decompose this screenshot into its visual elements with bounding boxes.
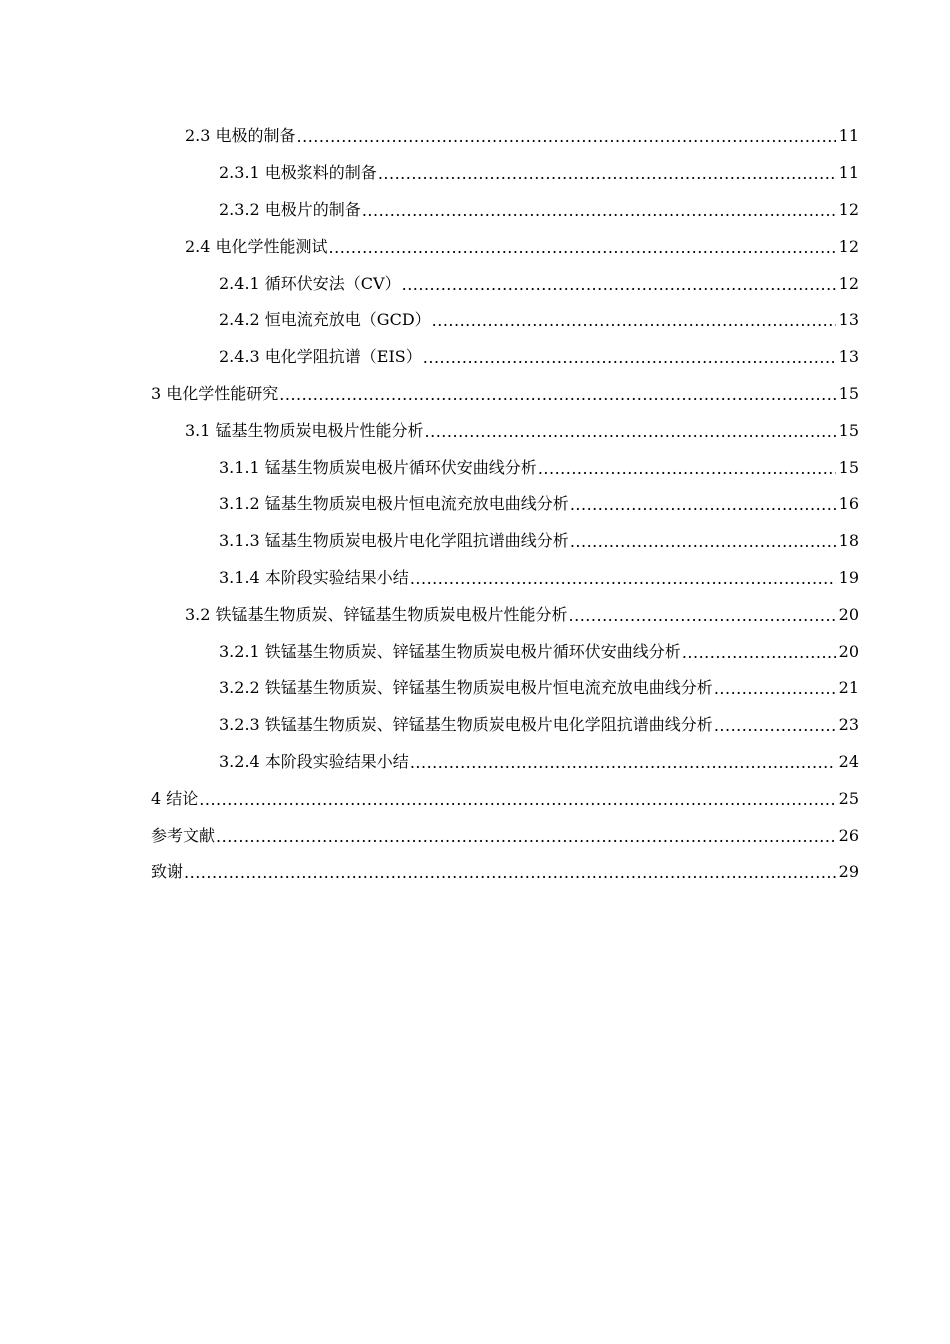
toc-entry[interactable] [0,376,950,413]
toc-entry-title: 3.1.1 锰基生物质炭电极片循环伏安曲线分析 [219,457,537,477]
toc-entry[interactable] [0,854,950,891]
toc-entry[interactable] [0,523,950,560]
toc-leader-dots [570,495,836,515]
toc-entry-title: 3.1 锰基生物质炭电极片性能分析 [185,420,424,440]
toc-entry[interactable] [0,780,950,817]
toc-entry-title: 3.2 铁锰基生物质炭、锌锰基生物质炭电极片性能分析 [185,604,568,624]
toc-entry-page: 26 [838,825,859,845]
toc-entry[interactable] [0,228,950,265]
toc-entry-page: 13 [838,310,859,330]
toc-leader-dots [329,238,836,258]
toc-entry[interactable] [0,486,950,523]
toc-leader-dots [378,164,836,184]
toc-entry-page: 19 [838,567,859,587]
toc-entry-title: 3.2.1 铁锰基生物质炭、锌锰基生物质炭电极片循环伏安曲线分析 [219,641,681,661]
toc-entry[interactable] [0,155,950,192]
toc-leader-dots [216,827,836,847]
toc-entry[interactable] [0,192,950,229]
toc-entry[interactable] [0,265,950,302]
toc-entry-title: 2.3 电极的制备 [185,126,296,146]
toc-entry-page: 15 [838,457,859,477]
toc-entry-page: 18 [838,531,859,551]
toc-entry-title: 2.4.1 循环伏安法（CV） [219,273,401,293]
toc-entry-page: 16 [838,494,859,514]
toc-entry-page: 12 [838,199,859,219]
toc-entry-page: 20 [838,604,859,624]
toc-leader-dots [714,679,836,699]
toc-entry-page: 24 [838,751,859,771]
toc-leader-dots [425,422,836,442]
toc-entry-page: 12 [838,236,859,256]
toc-entry-title: 2.3.2 电极片的制备 [219,199,361,219]
toc-entry-title: 2.3.1 电极浆料的制备 [219,163,377,183]
toc-leader-dots [279,385,836,405]
toc-entry-title: 3.1.3 锰基生物质炭电极片电化学阻抗谱曲线分析 [219,531,569,551]
toc-entry[interactable] [0,560,950,597]
toc-entry-page: 25 [838,788,859,808]
toc-entry[interactable] [0,449,950,486]
toc-entry[interactable] [0,596,950,633]
toc-entry-page: 21 [838,678,859,698]
toc-entry-title: 3.2.2 铁锰基生物质炭、锌锰基生物质炭电极片恒电流充放电曲线分析 [219,678,713,698]
toc-entry[interactable] [0,339,950,376]
toc-leader-dots [297,127,836,147]
toc-entry[interactable] [0,302,950,339]
toc-entry-title: 参考文献 [151,825,216,845]
toc-leader-dots [199,790,836,810]
toc-leader-dots [714,716,836,736]
toc-entry-title: 2.4.3 电化学阻抗谱（EIS） [219,347,422,367]
toc-entry[interactable] [0,817,950,854]
toc-leader-dots [569,606,836,626]
toc-entry-title: 3.1.2 锰基生物质炭电极片恒电流充放电曲线分析 [219,494,569,514]
toc-leader-dots [538,459,836,479]
toc-entry[interactable] [0,118,950,155]
toc-entry-page: 11 [838,163,859,183]
toc-entry-title: 3.2.4 本阶段实验结果小结 [219,751,409,771]
toc-entry-page: 12 [838,273,859,293]
toc-leader-dots [570,532,836,552]
toc-entry[interactable] [0,412,950,449]
toc-entry-title: 3.2.3 铁锰基生物质炭、锌锰基生物质炭电极片电化学阻抗谱曲线分析 [219,715,713,735]
toc-entry-title: 2.4.2 恒电流充放电（GCD） [219,310,431,330]
toc-entry-page: 23 [838,715,859,735]
toc-leader-dots [184,863,836,883]
toc-entry-title: 4 结论 [151,788,199,808]
toc-entry[interactable] [0,707,950,744]
toc-entry-page: 11 [838,126,859,146]
toc-leader-dots [423,348,836,368]
toc-leader-dots [402,275,836,295]
toc-leader-dots [432,311,836,331]
toc-entry[interactable] [0,633,950,670]
toc-entry-page: 13 [838,347,859,367]
toc-entry-page: 15 [838,383,859,403]
toc-entry-page: 29 [838,862,859,882]
toc-entry[interactable] [0,670,950,707]
toc-leader-dots [410,753,836,773]
toc-entry[interactable] [0,744,950,781]
toc-entry-title: 3 电化学性能研究 [151,383,279,403]
toc-leader-dots [682,643,836,663]
toc-entry-title: 2.4 电化学性能测试 [185,236,328,256]
toc-leader-dots [362,201,836,221]
toc-entry-page: 15 [838,420,859,440]
toc-entry-page: 20 [838,641,859,661]
toc-leader-dots [410,569,836,589]
table-of-contents [0,118,950,891]
toc-entry-title: 致谢 [151,862,184,882]
toc-entry-title: 3.1.4 本阶段实验结果小结 [219,567,409,587]
